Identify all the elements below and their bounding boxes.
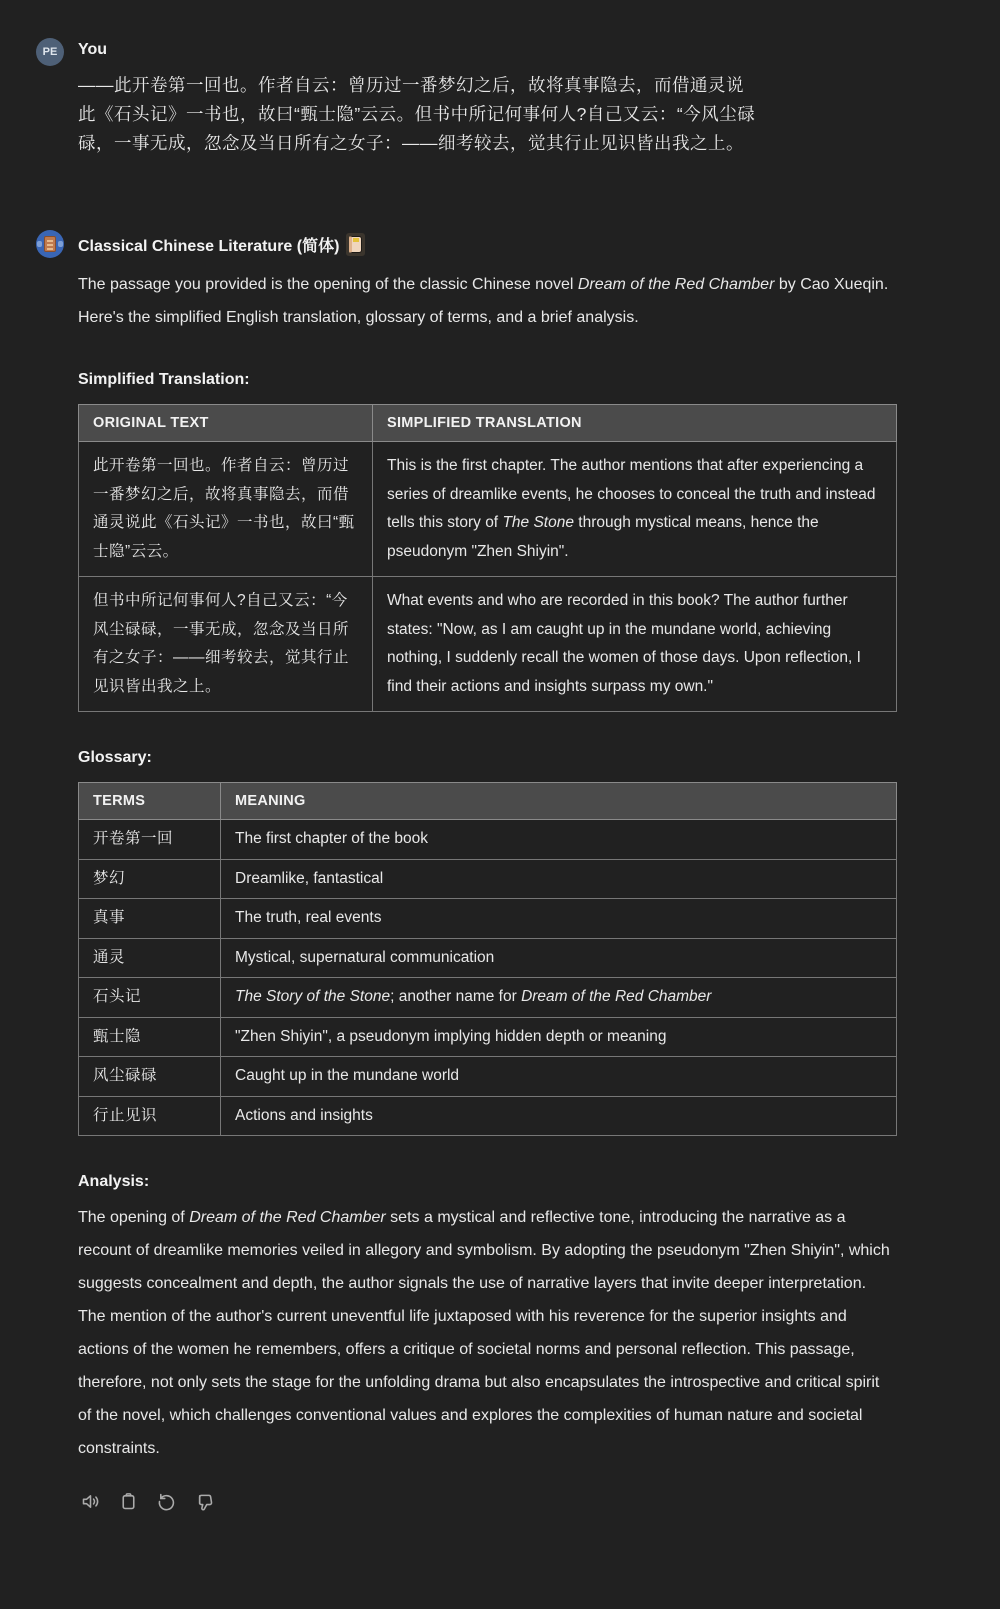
regenerate-icon — [156, 1491, 177, 1512]
assistant-name — [78, 228, 897, 256]
assistant-name-label: Classical Chinese Literature (简体) — [78, 238, 340, 255]
term-cell: 石头记 — [79, 978, 221, 1018]
meaning-cell: Dreamlike, fantastical — [221, 859, 897, 899]
user-message-text: ——此开卷第一回也。作者自云：曾历过一番梦幻之后，故将真事隐去，而借通灵说此《石头记》一书也，故曰“甄士隐”云云。但书中所记何事何人?自己又云：“今风尘碌碌，一事无成，忽念及当日所有之女子：——细考较去，觉其行止见识皆出我之上。 — [78, 75, 756, 153]
table-row — [79, 1096, 897, 1136]
term-cell: 通灵 — [79, 938, 221, 978]
table-header-row — [79, 783, 897, 820]
table-row — [79, 1057, 897, 1097]
thumbs-down-icon — [194, 1491, 215, 1512]
assistant-message — [36, 228, 897, 1514]
glossary-table — [78, 782, 897, 1136]
translation-cell: What events and who are recorded in this book? The author further states: "Now, as I am caught up in the mundane world, achieving nothing, I suddenly recall the women of those days. Upon reflection, I find their actions and insights surpass my own." — [373, 577, 897, 712]
meaning-cell: The truth, real events — [221, 899, 897, 939]
glossary-section-heading: Glossary: — [78, 749, 152, 766]
col-header-original-text: ORIGINAL TEXT — [79, 405, 373, 442]
col-header-simplified-translation: SIMPLIFIED TRANSLATION — [373, 405, 897, 442]
user-avatar — [36, 38, 64, 66]
meaning-cell: Caught up in the mundane world — [221, 1057, 897, 1097]
translation-cell: This is the first chapter. The author mentions that after experiencing a series of dreamlike events, he chooses to conceal the truth and instead tells this story of The Stone through mystical means, hence the pseudonym "Zhen Shiyin". — [373, 442, 897, 577]
table-row — [79, 938, 897, 978]
col-header-meaning: MEANING — [221, 783, 897, 820]
table-row — [79, 442, 897, 577]
meaning-cell: Mystical, supernatural communication — [221, 938, 897, 978]
translation-table — [78, 404, 897, 712]
term-cell: 甄士隐 — [79, 1017, 221, 1057]
user-avatar-initials: PE — [42, 46, 58, 58]
assistant-intro-paragraph: The passage you provided is the opening of the classic Chinese novel Dream of the Red Chamber by Cao Xueqin. Here's the simplified English translation, glossary of terms, and a brief analysis. — [78, 276, 889, 326]
gpt-book-icon — [44, 236, 56, 252]
clipboard-icon — [118, 1491, 139, 1512]
term-cell: 行止见识 — [79, 1096, 221, 1136]
table-header-row — [79, 405, 897, 442]
meaning-cell: "Zhen Shiyin", a pseudonym implying hidden depth or meaning — [221, 1017, 897, 1057]
original-text-cell: 但书中所记何事何人?自己又云：“今风尘碌碌，一事无成，忽念及当日所有之女子：——细考较去，觉其行止见识皆出我之上。 — [79, 577, 373, 712]
copy-button[interactable] — [116, 1489, 141, 1514]
orange-notebook-emoji-icon — [346, 233, 365, 256]
table-row — [79, 1017, 897, 1057]
original-text-cell: 此开卷第一回也。作者自云：曾历过一番梦幻之后，故将真事隐去，而借通灵说此《石头记》一书也，故曰“甄士隐”云云。 — [79, 442, 373, 577]
user-message — [36, 36, 897, 158]
meaning-cell: The first chapter of the book — [221, 820, 897, 860]
table-row — [79, 820, 897, 860]
analysis-section-heading: Analysis: — [78, 1173, 150, 1190]
speaker-icon — [80, 1491, 101, 1512]
table-row — [79, 899, 897, 939]
term-cell: 风尘碌碌 — [79, 1057, 221, 1097]
translation-section-heading: Simplified Translation: — [78, 371, 250, 388]
table-row — [79, 978, 897, 1018]
meaning-cell: Actions and insights — [221, 1096, 897, 1136]
table-row — [79, 859, 897, 899]
col-header-terms: TERMS — [79, 783, 221, 820]
term-cell: 真事 — [79, 899, 221, 939]
read-aloud-button[interactable] — [78, 1489, 103, 1514]
assistant-avatar — [36, 230, 64, 258]
message-action-bar — [78, 1489, 897, 1514]
table-row — [79, 577, 897, 712]
user-name: You — [78, 41, 108, 58]
term-cell: 开卷第一回 — [79, 820, 221, 860]
meaning-cell: The Story of the Stone; another name for Dream of the Red Chamber — [221, 978, 897, 1018]
term-cell: 梦幻 — [79, 859, 221, 899]
regenerate-button[interactable] — [154, 1489, 179, 1514]
thumbs-down-button[interactable] — [192, 1489, 217, 1514]
analysis-paragraph: The opening of Dream of the Red Chamber sets a mystical and reflective tone, introducing the narrative as a recount of dreamlike memories veiled in allegory and symbolism. By adopting the pseudonym "Zhen Shiyin", which suggests concealment and depth, the author signals the use of narrative layers that invite deeper interpretation. The mention of the author's current uneventful life juxtaposed with his reverence for the superior insights and actions of the women he remembers, offers a critique of societal norms and personal reflection. This passage, therefore, not only sets the stage for the unfolding drama but also encapsulates the introspective and critical spirit of the novel, which challenges conventional values and explores the complexities of human nature and societal constraints. — [78, 1209, 890, 1457]
